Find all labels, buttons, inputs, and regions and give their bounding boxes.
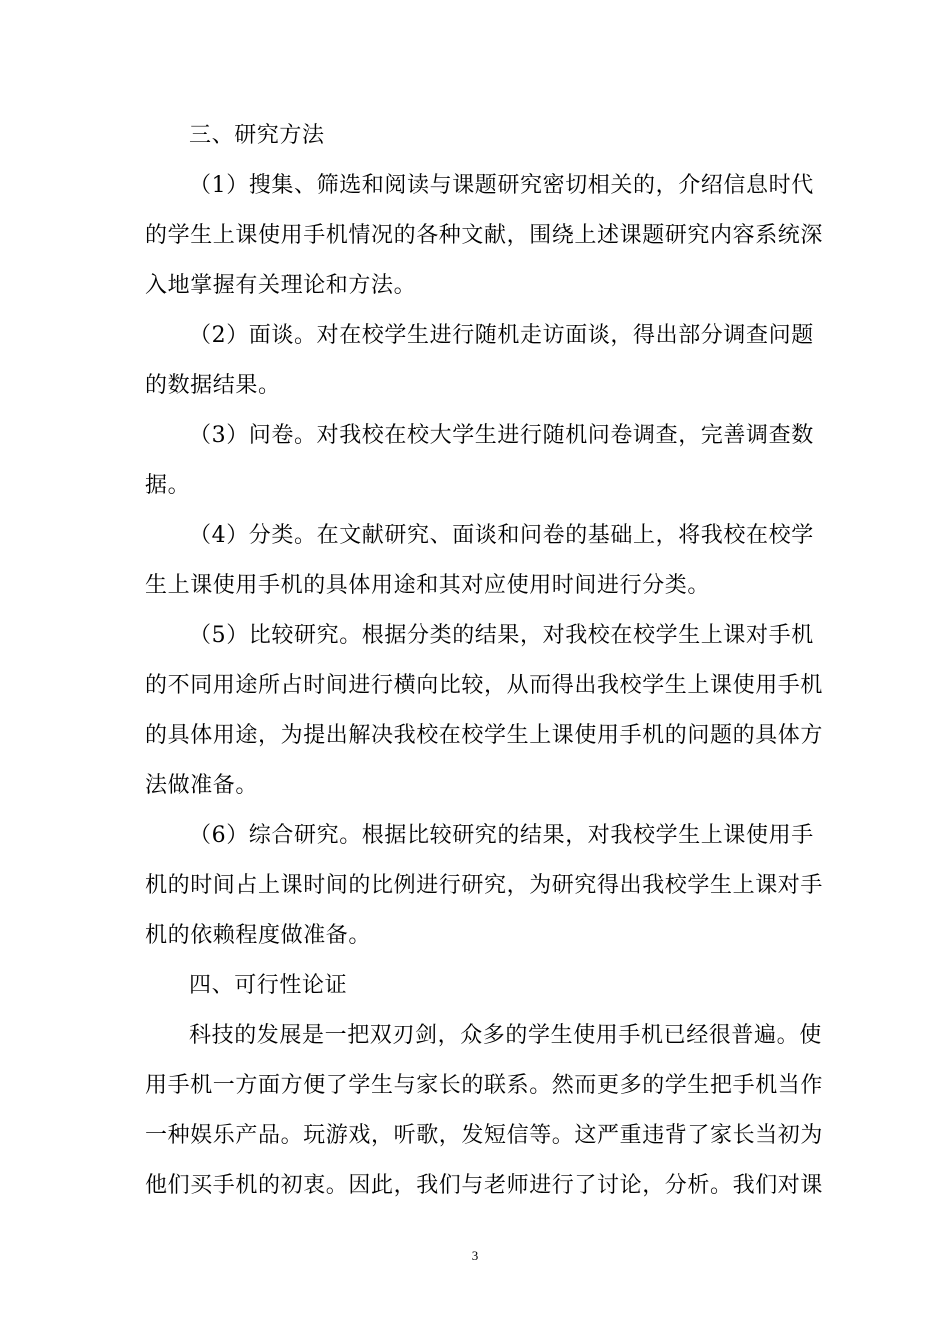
section-heading-feasibility: 四、可行性论证 (189, 973, 348, 998)
paragraph-line: 据。 (145, 473, 191, 498)
paragraph-line: （4）分类。在文献研究、面谈和问卷的基础上，将我校在校学 (189, 523, 814, 548)
paragraph-line: 入地掌握有关理论和方法。 (145, 273, 417, 298)
paragraph-line: 他们买手机的初衷。因此，我们与老师进行了讨论，分析。我们对课 (145, 1173, 824, 1198)
paragraph-line: 的数据结果。 (145, 373, 281, 398)
paragraph-line: 用手机一方面方便了学生与家长的联系。然而更多的学生把手机当作 (145, 1073, 824, 1098)
paragraph-line: 生上课使用手机的具体用途和其对应使用时间进行分类。 (145, 573, 711, 598)
section-heading-research-methods: 三、研究方法 (189, 123, 325, 148)
paragraph-line: 机的依赖程度做准备。 (145, 923, 372, 948)
paragraph-line: 机的时间占上课时间的比例进行研究，为研究得出我校学生上课对手 (145, 873, 824, 898)
paragraph-line: 法做准备。 (145, 773, 259, 798)
paragraph-line: 的不同用途所占时间进行横向比较，从而得出我校学生上课使用手机 (145, 673, 824, 698)
paragraph-line: （6）综合研究。根据比较研究的结果，对我校学生上课使用手 (189, 823, 814, 848)
paragraph-line: 的具体用途，为提出解决我校在校学生上课使用手机的问题的具体方 (145, 723, 824, 748)
paragraph-line: （2）面谈。对在校学生进行随机走访面谈，得出部分调查问题 (189, 323, 814, 348)
paragraph-line: 一种娱乐产品。玩游戏，听歌，发短信等。这严重违背了家长当初为 (145, 1123, 824, 1148)
paragraph-line: （3）问卷。对我校在校大学生进行随机问卷调查，完善调查数 (189, 423, 814, 448)
paragraph-line: （1）搜集、筛选和阅读与课题研究密切相关的，介绍信息时代 (189, 173, 814, 198)
paragraph-line: 的学生上课使用手机情况的各种文献，围绕上述课题研究内容系统深 (145, 223, 824, 248)
page-number: 3 (471, 1248, 479, 1263)
paragraph-line: 科技的发展是一把双刃剑，众多的学生使用手机已经很普遍。使 (189, 1023, 822, 1048)
paragraph-line: （5）比较研究。根据分类的结果，对我校在校学生上课对手机 (189, 623, 814, 648)
